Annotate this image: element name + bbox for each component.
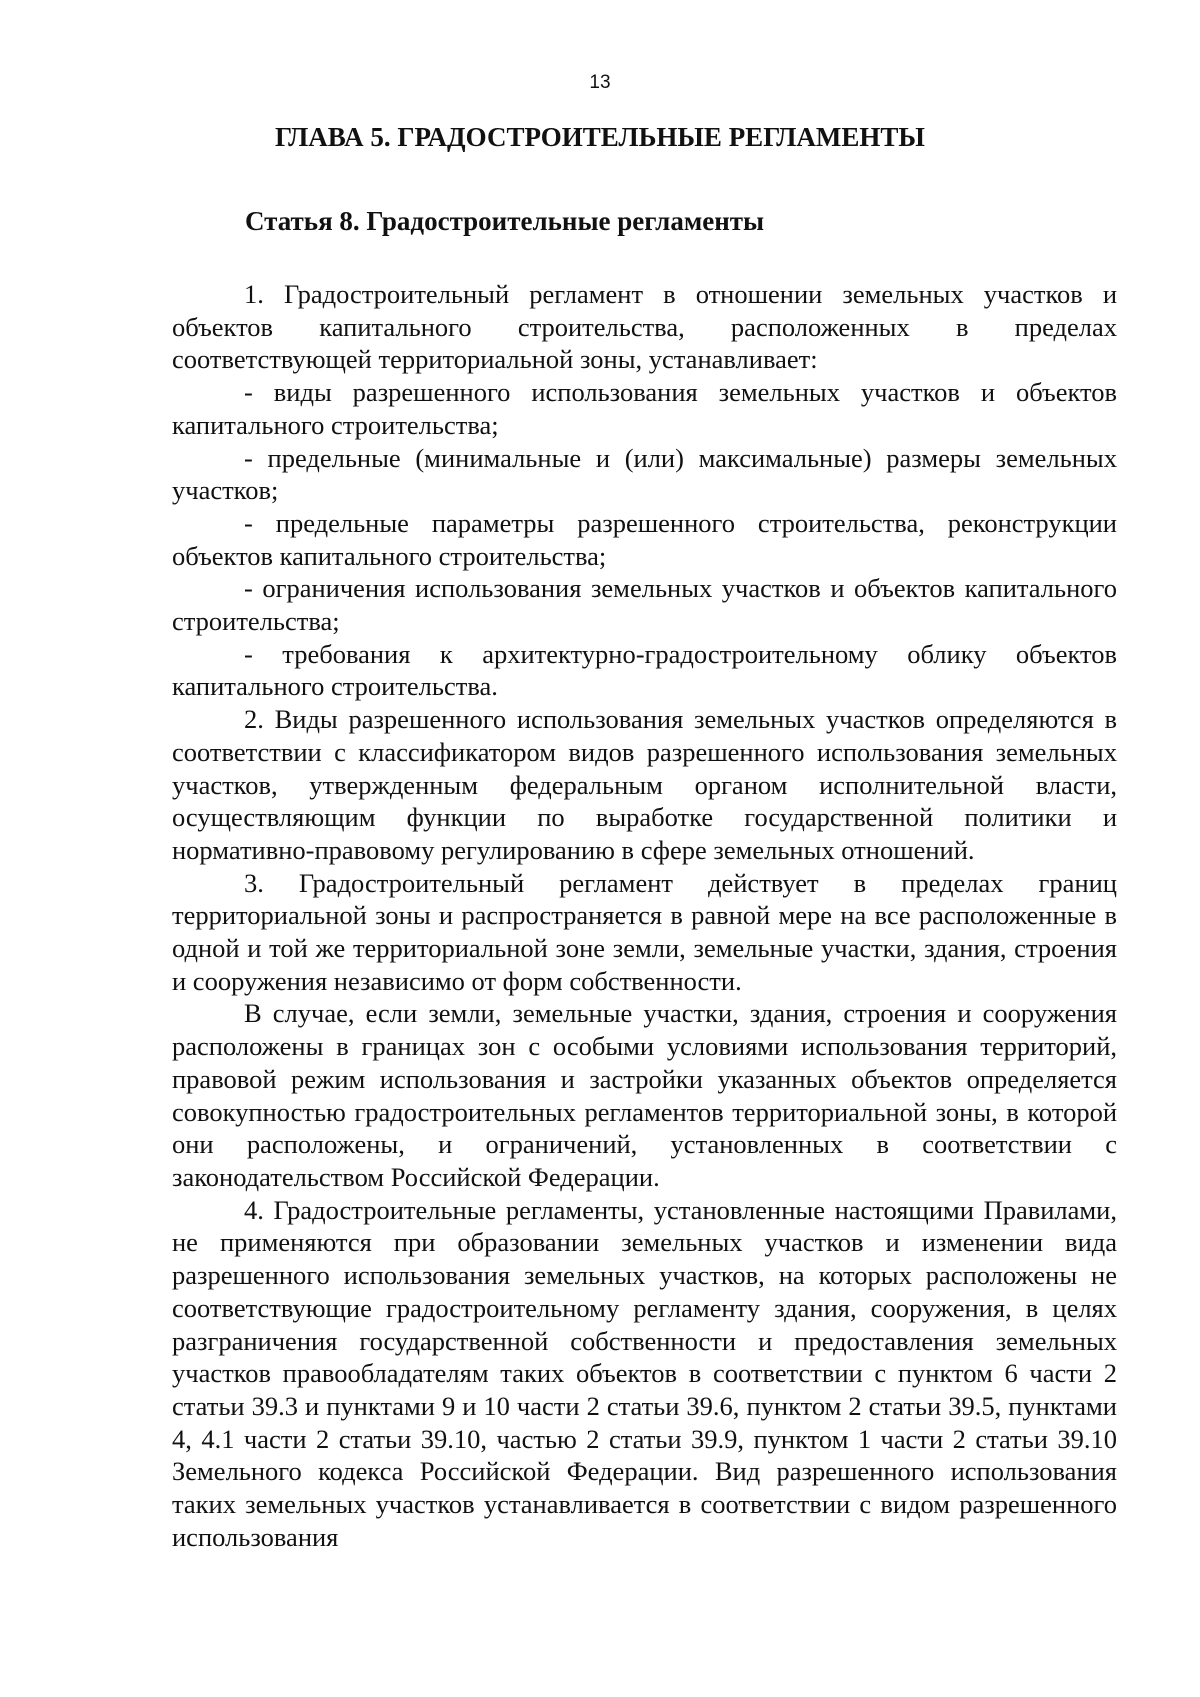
- page-number: 13: [589, 72, 611, 93]
- paragraph-2: 2. Виды разрешенного использования земельных участков определяются в соответствии с классификатором видов разрешенного использования земельных участков, утвержденным федеральным органом исполнительной власти, осуществляющим функции по выработке государственной политики и нормативно-правовому регулированию в сфере земельных отношений.: [172, 704, 1117, 865]
- article-body: [172, 278, 1117, 1553]
- paragraph-1: 1. Градостроительный регламент в отношении земельных участков и объектов капитального строительства, расположенных в пределах соответствующей территориальной зоны, устанавливает:: [172, 279, 1117, 375]
- list-item-permitted-uses: - виды разрешенного использования земельных участков и объектов капитального строительства;: [172, 377, 1117, 440]
- paragraph-4: 4. Градостроительные регламенты, установленные настоящими Правилами, не применяются при образовании земельных участков и изменении вида разрешенного использования земельных участков, на которых расположены не соответствующие градостроительному регламенту здания, сооружения, в целях разграничения государственной собственности и предоставления земельных участков правообладателям таких объектов в соответствии с пунктом 6 части 2 статьи 39.3 и пунктами 9 и 10 части 2 статьи 39.6, пунктом 2 статьи 39.5, пунктами 4, 4.1 части 2 статьи 39.10, частью 2 статьи 39.9, пунктом 1 части 2 статьи 39.10 Земельного кодекса Российской Федерации. Вид разрешенного использования таких земельных участков устанавливается в соответствии с видом разрешенного использования: [172, 1194, 1117, 1552]
- list-item-construction-parameters: - предельные параметры разрешенного строительства, реконструкции объектов капитального строительства;: [172, 507, 1117, 571]
- list-item-use-restrictions: - ограничения использования земельных участков и объектов капитального строительства;: [172, 573, 1117, 637]
- list-item-architectural-requirements: - требования к архитектурно-градостроительному облику объектов капитального строительства.: [172, 638, 1117, 702]
- article-title: Статья 8. Градостроительные регламенты: [245, 206, 765, 236]
- chapter-title: ГЛАВА 5. ГРАДОСТРОИТЕЛЬНЫЕ РЕГЛАМЕНТЫ: [275, 122, 925, 152]
- list-item-plot-sizes: - предельные (минимальные и (или) максимальные) размеры земельных участков;: [172, 442, 1117, 506]
- paragraph-3: 3. Градостроительный регламент действует в пределах границ территориальной зоны и распространяется в равной мере на все расположенные в одной и той же территориальной зоне земли, земельные участки, здания, строения и сооружения независимо от форм собственности.: [172, 867, 1117, 996]
- paragraph-3-continuation: В случае, если земли, земельные участки, здания, строения и сооружения расположены в границах зон с особыми условиями использования территорий, правовой режим использования и застройки указанных объектов определяется совокупностью градостроительных регламентов территориальной зоны, в которой они расположены, и ограничений, установленных в соответствии с законодательством Российской Федерации.: [172, 998, 1117, 1192]
